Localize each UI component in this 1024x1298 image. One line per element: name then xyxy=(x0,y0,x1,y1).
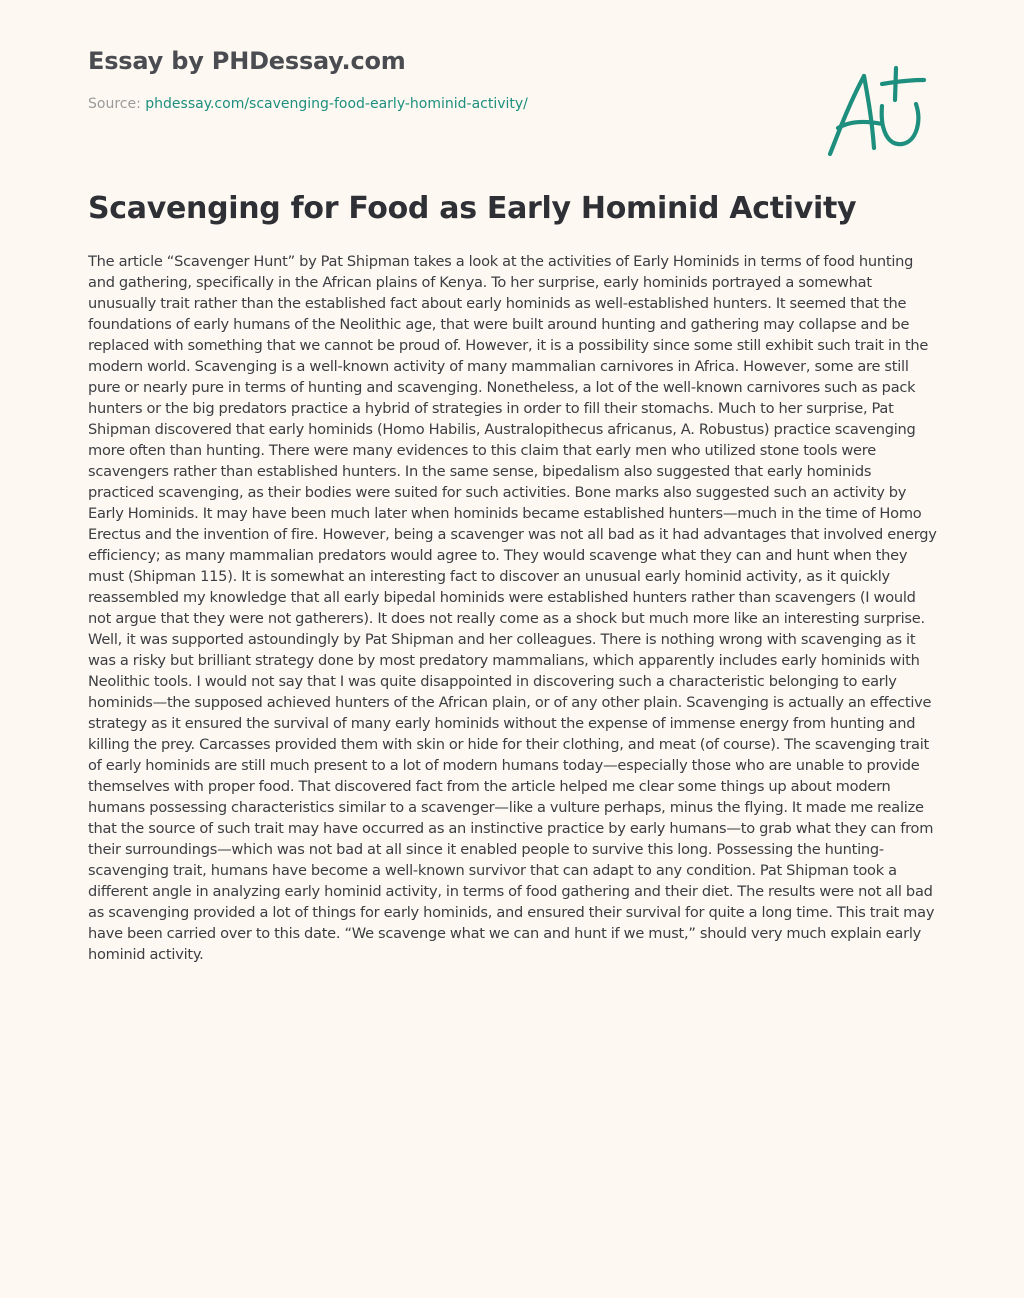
a-plus-logo-icon xyxy=(822,64,932,164)
page-title: Scavenging for Food as Early Hominid Activity xyxy=(88,191,857,226)
site-title: Essay by PHDessay.com xyxy=(88,47,406,75)
source-link[interactable]: phdessay.com/scavenging-food-early-hominid-activity/ xyxy=(145,96,528,113)
page-header xyxy=(88,46,824,113)
source-line xyxy=(88,96,824,113)
source-label: Source: xyxy=(88,96,141,113)
essay-body: The article “Scavenger Hunt” by Pat Shipman takes a look at the activities of Early Hominids in terms of food hunting and gathering, specifically in the African plains of Kenya. To her surprise, early hominids portrayed a somewhat unusually trait rather than the established fact about early hominids as well-established hunters. It seemed that the foundations of early humans of the Neolithic age, that were built around hunting and gathering may collapse and be replaced with something that we cannot be proud of. However, it is a possibility since some still exhibit such trait in the modern world. Scavenging is a well-known activity of many mammalian carnivores in Africa. However, some are still pure or nearly pure in terms of hunting and scavenging. Nonetheless, a lot of the well-known carnivores such as pack hunters or the big predators practice a hybrid of strategies in order to fill their stomachs. Much to her surprise, Pat Shipman discovered that early hominids (Homo Habilis, Australopithecus africanus, A. Robustus) practice scavenging more often than hunting. There were many evidences to this claim that early men who utilized stone tools were scavengers rather than established hunters. In the same sense, bipedalism also suggested that early hominids practiced scavenging, as their bodies were suited for such activities. Bone marks also suggested such an activity by Early Hominids. It may have been much later when hominids became established hunters—much in the time of Homo Erectus and the invention of fire. However, being a scavenger was not all bad as it had advantages that involved energy efficiency; as many mammalian predators would agree to. They would scavenge what they can and hunt when they must (Shipman 115). It is somewhat an interesting fact to discover an unusual early hominid activity, as it quickly reassembled my knowledge that all early bipedal hominids were established hunters rather than scavengers (I would not argue that they were not gatherers). It does not really come as a shock but much more like an interesting surprise. Well, it was supported astoundingly by Pat Shipman and her colleagues. There is nothing wrong with scavenging as it was a risky but brilliant strategy done by most predatory mammalians, which apparently includes early hominids with Neolithic tools. I would not say that I was quite disappointed in discovering such a characteristic belonging to early hominids—the supposed achieved hunters of the African plain, or of any other plain. Scavenging is actually an effective strategy as it ensured the survival of many early hominids without the expense of immense energy from hunting and killing the prey. Carcasses provided them with skin or hide for their clothing, and meat (of course). The scavenging trait of early hominids are still much present to a lot of modern humans today—especially those who are unable to provide themselves with proper food. That discovered fact from the article helped me clear some things up about modern humans possessing characteristics similar to a scavenger—like a vulture perhaps, minus the flying. It made me realize that the source of such trait may have occurred as an instinctive practice by early humans—to grab what they can from their surroundings—which was not bad at all since it enabled people to survive this long. Possessing the hunting-scavenging trait, humans have become a well-known survivor that can adapt to any condition. Pat Shipman took a different angle in analyzing early hominid activity, in terms of food gathering and their diet. The results were not all bad as scavenging provided a lot of things for early hominids, and ensured their survival for quite a long time. This trait may have been carried over to this date. “We scavenge what we can and hunt if we must,” should very much explain early hominid activity. xyxy=(88,253,937,963)
